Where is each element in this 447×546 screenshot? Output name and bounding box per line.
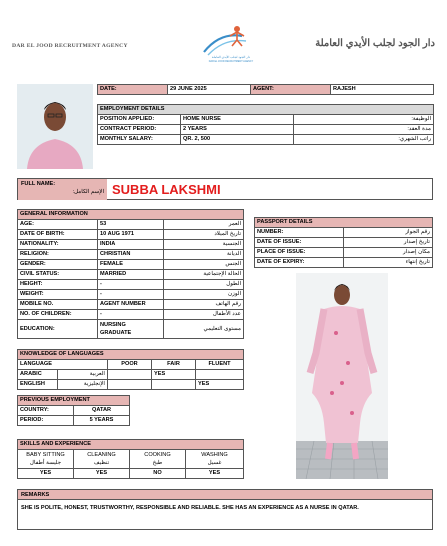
skill-baby-sitting-ar: جليسة أطفال: [29, 460, 62, 466]
full-name-value: SUBBA LAKSHMI: [112, 182, 221, 197]
remarks-text: SHE IS POLITE, HONEST, TRUSTWORTHY, RESPONSIBLE AND RELIABLE. SHE HAS AN EXPERIENCE AS A NURSE IN QATAR.: [17, 500, 433, 530]
skill-cleaning-ar: تنظيف: [93, 460, 110, 466]
skill-washing-ar: غسيل: [207, 460, 222, 466]
arabic-label: ARABIC: [18, 370, 58, 380]
logo-subtext: DAR EL JOOD RECRUITMENT AGENCY: [208, 60, 254, 63]
expiry-date-label-ar: تاريخ إنتهاء: [344, 258, 433, 268]
position-value: HOME NURSE: [181, 115, 294, 125]
dob-label-ar: تاريخ الميلاد: [164, 230, 244, 240]
passport-title: PASSPORT DETAILS: [255, 218, 433, 228]
period-value: 5 YEARS: [74, 416, 130, 426]
agency-name-en: DAR EL JOOD RECRUITMENT AGENCY: [12, 43, 128, 49]
issue-date-label: DATE OF ISSUE:: [255, 238, 344, 248]
country-label: COUNTRY:: [18, 406, 74, 416]
education-label: EDUCATION:: [18, 320, 98, 339]
skill-baby-sitting-value: YES: [18, 469, 74, 479]
contract-label: CONTRACT PERIOD:: [98, 125, 181, 135]
english-label: ENGLISH: [18, 380, 58, 390]
education-value: [98, 320, 164, 339]
nationality-value: INDIA: [98, 240, 164, 250]
position-label: POSITION APPLIED:: [98, 115, 181, 125]
fluent-header: FLUENT: [196, 360, 244, 370]
salary-value: QR. 2, 500: [181, 135, 294, 145]
skill-cooking-ar: طبخ: [152, 460, 163, 466]
skills-table: [17, 439, 244, 479]
weight-value: -: [98, 290, 164, 300]
salary-label: MONTHLY SALARY:: [98, 135, 181, 145]
education-value-line1: NURSING: [100, 322, 126, 328]
skill-cooking-en: COOKING: [144, 452, 171, 458]
passport-number-label: NUMBER:: [255, 228, 344, 238]
skill-cleaning-value: YES: [74, 469, 130, 479]
full-name-label-ar: الإسم الكامل:: [72, 189, 104, 195]
date-agent-table: [97, 84, 434, 95]
previous-employment-title: PREVIOUS EMPLOYMENT: [18, 396, 130, 406]
education-value-line2: GRADUATE: [100, 330, 132, 336]
nationality-label-ar: الجنسية: [164, 240, 244, 250]
civil-status-value: MARRIED: [98, 270, 164, 280]
passport-details-table: [254, 217, 433, 268]
previous-employment-table: [17, 395, 130, 426]
skill-baby-sitting: [18, 450, 74, 469]
applicant-full-photo: [296, 273, 388, 479]
passport-number-label-ar: رقم الجواز: [344, 228, 433, 238]
skill-washing-value: YES: [186, 469, 244, 479]
agency-name-ar: دار الجود لجلب الأيدي العاملة: [315, 38, 435, 49]
logo-text: دار الجود لجلب الأيدي العاملة: [211, 55, 251, 59]
dob-label: DATE OF BIRTH:: [18, 230, 98, 240]
issue-date-label-ar: تاريخ إصدار: [344, 238, 433, 248]
age-label-ar: العمر: [164, 220, 244, 230]
poor-header: POOR: [108, 360, 152, 370]
expiry-date-label: DATE OF EXPIRY:: [255, 258, 344, 268]
weight-label: WEIGHT:: [18, 290, 98, 300]
religion-label-ar: الديانة: [164, 250, 244, 260]
gender-value: FEMALE: [98, 260, 164, 270]
nationality-label: NATIONALITY:: [18, 240, 98, 250]
contract-label-ar: مدة العقد:: [294, 125, 434, 135]
civil-status-label-ar: الحالة الإجتماعية: [164, 270, 244, 280]
dob-value: 10 AUG 1971: [98, 230, 164, 240]
gender-label: GENDER:: [18, 260, 98, 270]
mobile-value: AGENT NUMBER: [98, 300, 164, 310]
skill-baby-sitting-en: BABY SITTING: [26, 452, 65, 458]
country-value: QATAR: [74, 406, 130, 416]
date-value: 29 JUNE 2025: [168, 85, 251, 95]
gender-label-ar: الجنس: [164, 260, 244, 270]
arabic-poor: [108, 370, 152, 380]
civil-status-label: CIVIL STATUS:: [18, 270, 98, 280]
salary-label-ar: راتب الشهري:: [294, 135, 434, 145]
mobile-label: MOBILE NO.: [18, 300, 98, 310]
skill-washing: [186, 450, 244, 469]
portrait-icon: [17, 84, 93, 169]
employment-title: EMPLOYMENT DETAILS: [98, 105, 434, 115]
remarks-title: REMARKS: [17, 489, 433, 500]
full-name-label-cell: [18, 179, 107, 200]
general-info-table: [17, 209, 244, 339]
date-label: DATE:: [98, 85, 168, 95]
english-poor: [108, 380, 152, 390]
agent-label: AGENT:: [251, 85, 331, 95]
children-label-ar: عدد الأطفال: [164, 310, 244, 320]
english-fair: [152, 380, 196, 390]
full-name-row: [17, 178, 433, 200]
issue-place-label-ar: مكان إصدار: [344, 248, 433, 258]
skill-cooking-value: NO: [130, 469, 186, 479]
full-name-label: FULL NAME:: [21, 181, 56, 187]
arabic-label-ar: العربية: [58, 370, 108, 380]
applicant-portrait-photo: [17, 84, 93, 169]
employment-details-table: [97, 104, 434, 145]
position-label-ar: الوظيفة:: [294, 115, 434, 125]
agent-value: RAJESH: [331, 85, 434, 95]
arabic-fluent: [196, 370, 244, 380]
mobile-label-ar: رقم الهاتف: [164, 300, 244, 310]
height-label-ar: الطول: [164, 280, 244, 290]
issue-place-label: PLACE OF ISSUE:: [255, 248, 344, 258]
languages-title: KNOWLEDGE OF LANGUAGES: [18, 350, 244, 360]
height-label: HEIGHT:: [18, 280, 98, 290]
english-label-ar: الإنجليزية: [58, 380, 108, 390]
language-header: LANGUAGE: [18, 360, 108, 370]
children-label: NO. OF CHILDREN:: [18, 310, 98, 320]
english-fluent: YES: [196, 380, 244, 390]
general-info-title: GENERAL INFORMATION: [18, 210, 244, 220]
education-label-ar: مستوى التعليمي: [164, 320, 244, 339]
fair-header: FAIR: [152, 360, 196, 370]
skill-cleaning: [74, 450, 130, 469]
arabic-fair: YES: [152, 370, 196, 380]
height-value: -: [98, 280, 164, 290]
skill-washing-en: WASHING: [201, 452, 228, 458]
full-body-photo-icon: [296, 273, 388, 479]
contract-value: 2 YEARS: [181, 125, 294, 135]
skill-cleaning-en: CLEANING: [87, 452, 116, 458]
age-value: 53: [98, 220, 164, 230]
age-label: AGE:: [18, 220, 98, 230]
period-label: PERIOD:: [18, 416, 74, 426]
languages-table: [17, 349, 244, 390]
skills-title: SKILLS AND EXPERIENCE: [18, 440, 244, 450]
religion-value: CHRISTIAN: [98, 250, 164, 260]
agency-logo: [200, 22, 262, 66]
weight-label-ar: الوزن: [164, 290, 244, 300]
skill-cooking: [130, 450, 186, 469]
religion-label: RELIGION:: [18, 250, 98, 260]
children-value: -: [98, 310, 164, 320]
